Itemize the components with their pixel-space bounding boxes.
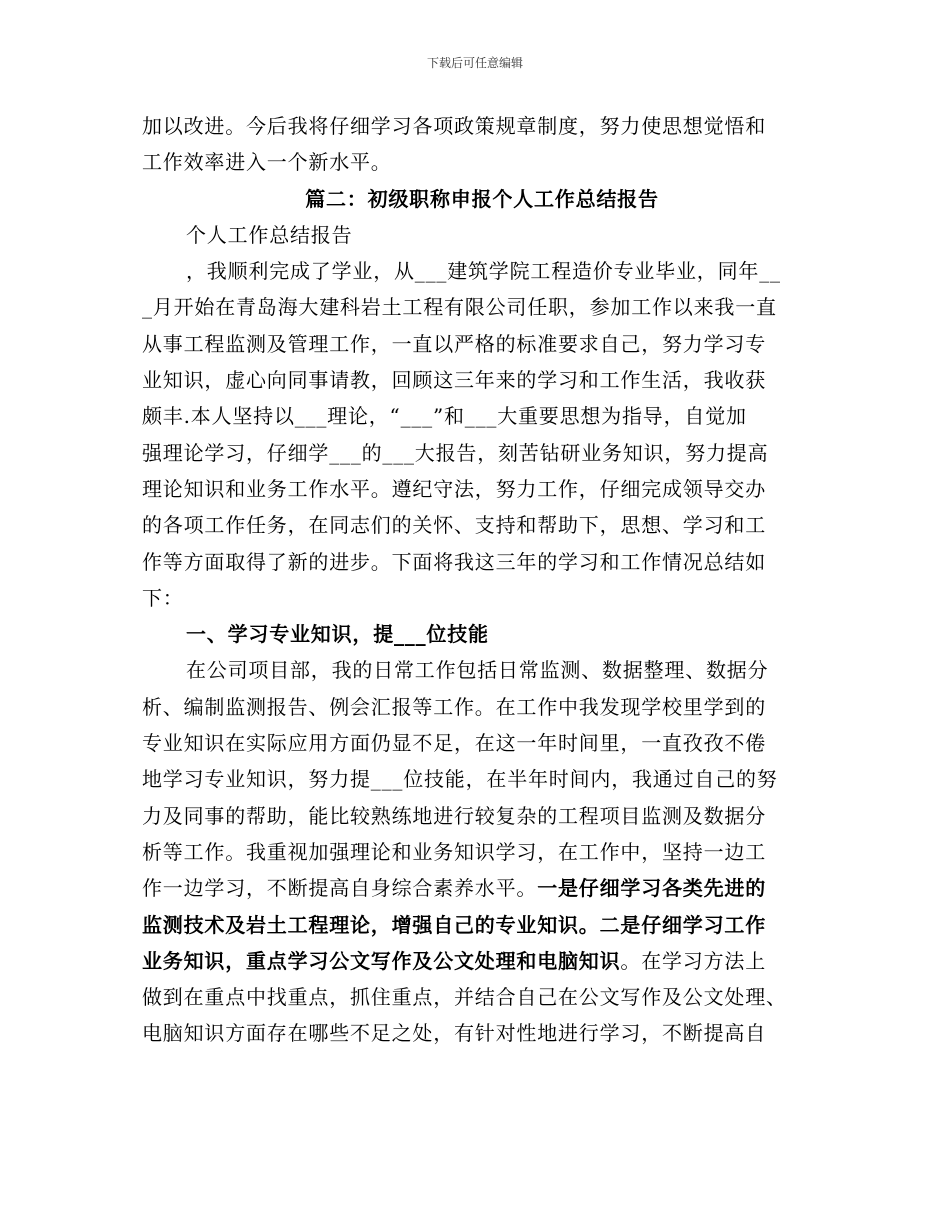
- text-line: [142, 289, 822, 325]
- line-text: 作等方面取得了新的进步。下面将我这三年的学习和工作情况总结如: [142, 549, 766, 574]
- line-text: 专业知识在实际应用方面仍显不足，在这一年时间里，一直孜孜不倦: [142, 731, 766, 756]
- text-line: [142, 362, 822, 398]
- text-line: [142, 253, 822, 289]
- text-line: [142, 1015, 822, 1051]
- line-text: 。在学习方法上: [620, 948, 767, 973]
- line-text: 工作效率进入一个新水平。: [142, 150, 392, 175]
- text-line: [142, 943, 822, 979]
- line-text: 加以改进。今后我将仔细学习各项政策规章制度，努力使思想觉悟和: [142, 114, 766, 138]
- line-text: 电脑知识方面存在哪些不足之处，有针对性地进行学习，不断提高自: [142, 1021, 766, 1046]
- line-text: 理论知识和业务工作水平。遵纪守法，努力工作，仔细完成领导交办: [142, 476, 766, 501]
- line-text: 做到在重点中找重点，抓住重点，并结合自己在公文写作及公文处理、: [142, 985, 787, 1010]
- line-text: 个人工作总结报告: [186, 222, 353, 247]
- text-line: [142, 834, 822, 870]
- line-text: 的各项工作任务，在同志们的关怀、支持和帮助下，思想、学习和工: [142, 513, 766, 538]
- line-text: 析等工作。我重视加强理论和业务知识学习，在工作中，坚持一边工: [142, 839, 766, 864]
- text-line: [142, 580, 822, 616]
- text-line: [142, 398, 822, 434]
- document-body: [142, 108, 822, 1052]
- bold-text: 监测技术及岩土工程理论，增强自己的专业知识。二是仔细学习工作: [142, 912, 766, 937]
- line-text: 颇丰.本人坚持以___理论，“___”和___大重要思想为指导，自觉加: [142, 404, 747, 429]
- line-text: 地学习专业知识，努力提___位技能，在半年时间内，我通过自己的努: [142, 767, 778, 792]
- line-text: 从事工程监测及管理工作，一直以严格的标准要求自己，努力学习专: [142, 331, 766, 356]
- line-text: 在公司项目部，我的日常工作包括日常监测、数据整理、数据分: [186, 658, 769, 683]
- line-text: 一、学习专业知识，提___位技能: [186, 622, 489, 647]
- line-text: 作一边学习，不断提高自身综合素养水平。: [142, 876, 538, 901]
- line-text: 析、编制监测报告、例会汇报等工作。在工作中我发现学校里学到的: [142, 694, 766, 719]
- text-line: [142, 798, 822, 834]
- section-title: [142, 181, 822, 217]
- line-text: 强理论学习，仔细学___的___大报告，刻苦钻研业务知识，努力提高: [142, 440, 769, 465]
- bold-text: 业务知识，重点学习公文写作及公文处理和电脑知识: [142, 948, 621, 973]
- text-line: [142, 979, 822, 1015]
- line-text: 下：: [142, 585, 184, 610]
- text-line: [142, 326, 822, 362]
- line-text: _月开始在青岛海大建科岩土工程有限公司任职，参加工作以来我一直: [142, 295, 777, 320]
- text-line: [142, 761, 822, 797]
- text-line: [142, 689, 822, 725]
- text-line: [142, 144, 822, 180]
- text-line: [142, 870, 822, 906]
- line-text: 业知识，虚心向同事请教，回顾这三年来的学习和工作生活，我收获: [142, 368, 766, 393]
- line-text: ，我顺利完成了学业，从___建筑学院工程造价专业毕业，同年__: [186, 259, 781, 284]
- text-line: [142, 435, 822, 471]
- text-line: [142, 471, 822, 507]
- text-line: [142, 217, 822, 253]
- section-heading: [142, 616, 822, 652]
- bold-text: 一是仔细学习各类先进的: [537, 876, 767, 901]
- text-line: [142, 544, 822, 580]
- text-line: [142, 507, 822, 543]
- line-text: 篇二：初级职称申报个人工作总结报告: [305, 186, 659, 211]
- line-text: 力及同事的帮助，能比较熟练地进行较复杂的工程项目监测及数据分: [142, 803, 766, 828]
- text-line: [142, 652, 822, 688]
- text-line: [142, 725, 822, 761]
- text-line: [142, 907, 822, 943]
- text-line: [142, 108, 822, 144]
- page-header: 下载后可任意编辑: [426, 56, 523, 70]
